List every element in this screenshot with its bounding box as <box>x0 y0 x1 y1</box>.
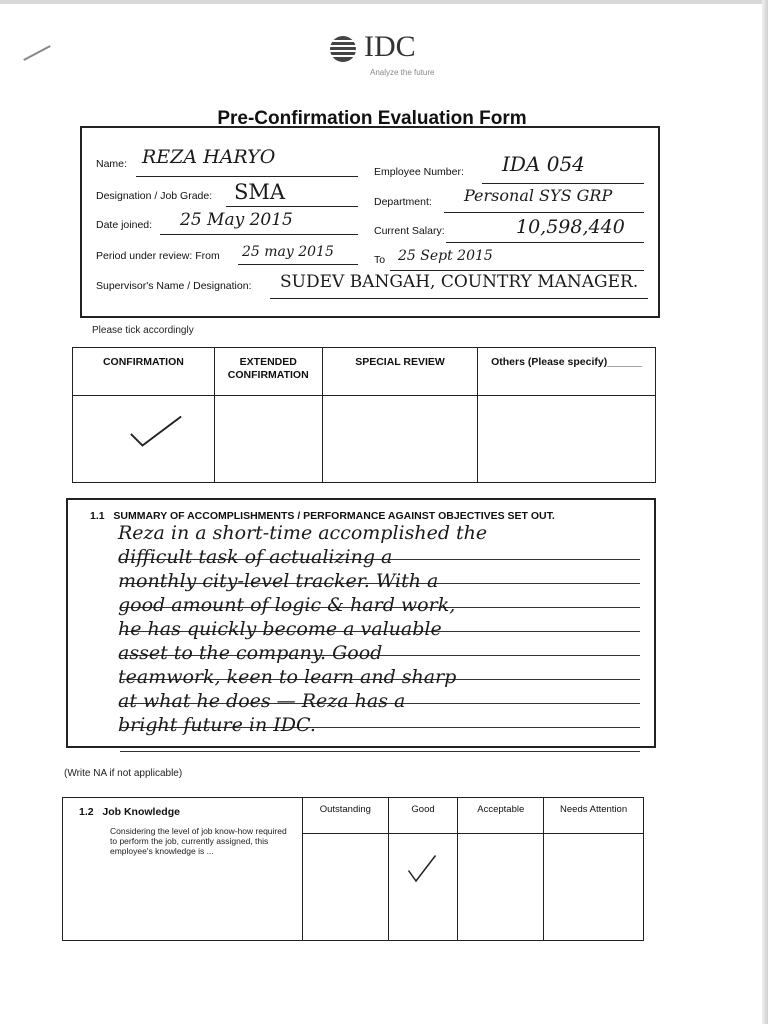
job-knowledge-cell <box>63 798 303 941</box>
rating-header-good: Good <box>388 798 458 834</box>
rating-header-outstanding: Outstanding <box>302 798 388 834</box>
department-value[interactable]: Personal SYS GRP <box>464 186 613 205</box>
summary-line: asset to the company. Good <box>118 642 383 664</box>
check-mark-icon <box>127 412 185 452</box>
job-knowledge-description: Considering the level of job know-how required to perform the job, currently assigned, this employee's knowledge is ... <box>110 826 287 856</box>
rating-header-needs-attention: Needs Attention <box>544 798 644 834</box>
current-salary-label: Current Salary: <box>374 225 445 237</box>
current-salary-value[interactable]: 10,598,440 <box>516 216 625 238</box>
rating-acceptable[interactable] <box>458 834 544 941</box>
header-special-review: SPECIAL REVIEW <box>322 348 478 396</box>
designation-label: Designation / Job Grade: <box>96 190 213 202</box>
summary-line: bright future in IDC. <box>118 714 316 736</box>
header-extended-confirmation: EXTENDED CONFIRMATION <box>214 348 322 396</box>
logo-tagline: Analyze the future <box>370 68 435 77</box>
header-confirmation: CONFIRMATION <box>73 348 215 396</box>
employee-number-label: Employee Number: <box>374 166 464 178</box>
summary-line: monthly city-level tracker. With a <box>118 570 439 592</box>
scan-edge-right <box>762 0 768 1024</box>
supervisor-label: Supervisor's Name / Designation: <box>96 280 252 292</box>
designation-value[interactable]: SMA <box>234 180 286 204</box>
tick-instruction: Please tick accordingly <box>92 325 194 336</box>
globe-icon <box>328 34 358 64</box>
checkbox-extended-confirmation[interactable] <box>214 396 322 483</box>
na-note: (Write NA if not applicable) <box>64 768 183 779</box>
employee-number-value[interactable]: IDA 054 <box>502 152 585 176</box>
name-value[interactable]: REZA HARYO <box>142 146 276 168</box>
supervisor-value[interactable]: SUDEV BANGAH, COUNTRY MANAGER. <box>280 272 639 292</box>
current-salary-underline <box>446 242 644 243</box>
summary-handwriting[interactable] <box>118 521 658 737</box>
period-from-value[interactable]: 25 may 2015 <box>242 244 334 260</box>
employee-number-underline <box>482 183 644 184</box>
summary-number: 1.1 <box>90 510 105 522</box>
name-label: Name: <box>96 158 127 170</box>
date-joined-value[interactable]: 25 May 2015 <box>180 210 293 230</box>
stray-pen-mark <box>23 45 50 61</box>
header-others: Others (Please specify)______ <box>478 348 656 396</box>
period-from-label: Period under review: From <box>96 250 220 262</box>
supervisor-underline <box>270 298 648 299</box>
form-title: Pre-Confirmation Evaluation Form <box>217 108 527 129</box>
period-to-value[interactable]: 25 Sept 2015 <box>398 248 493 264</box>
summary-line: good amount of logic & hard work, <box>118 594 456 616</box>
date-joined-underline <box>160 234 358 235</box>
rating-header-acceptable: Acceptable <box>458 798 544 834</box>
summary-line: difficult task of actualizing a <box>118 546 393 568</box>
summary-line: he has quickly become a valuable <box>118 618 442 640</box>
date-joined-label: Date joined: <box>96 219 153 231</box>
checkbox-special-review[interactable] <box>322 396 478 483</box>
confirmation-table <box>72 347 656 483</box>
logo-wordmark: IDC <box>364 30 416 63</box>
department-underline <box>444 212 644 213</box>
checkbox-others[interactable] <box>478 396 656 483</box>
check-mark-icon <box>407 852 437 886</box>
designation-underline <box>226 206 358 207</box>
checkbox-confirmation[interactable] <box>73 396 215 483</box>
idc-logo <box>328 30 448 80</box>
scan-edge-top <box>0 0 768 4</box>
job-knowledge-heading: 1.2 Job Knowledge <box>79 806 180 818</box>
rating-outstanding[interactable] <box>302 834 388 941</box>
job-knowledge-table <box>62 797 644 941</box>
summary-line: at what he does — Reza has a <box>118 690 406 712</box>
name-underline <box>136 176 358 177</box>
department-label: Department: <box>374 196 432 208</box>
summary-line: Reza in a short-time accomplished the <box>118 522 488 544</box>
summary-line: teamwork, keen to learn and sharp <box>118 666 457 688</box>
period-to-label: To <box>374 254 386 266</box>
rating-needs-attention[interactable] <box>544 834 644 941</box>
summary-heading-text: SUMMARY OF ACCOMPLISHMENTS / PERFORMANCE AGAINST OBJECTIVES SET OUT. <box>113 510 555 522</box>
period-to-underline <box>390 270 644 271</box>
rating-good[interactable] <box>388 834 458 941</box>
period-from-underline <box>238 264 358 265</box>
